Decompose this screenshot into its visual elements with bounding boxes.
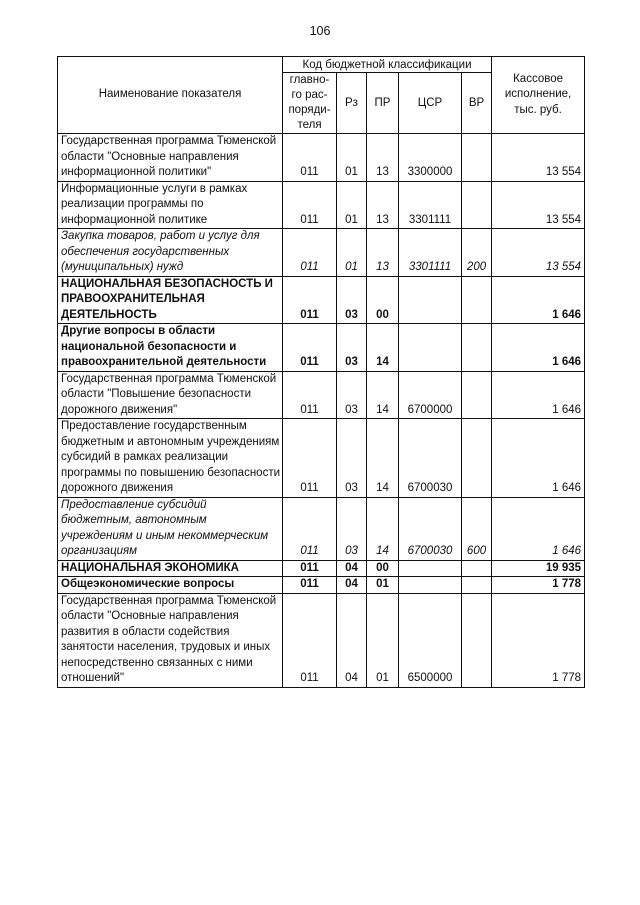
table-row: [58, 560, 585, 577]
row-pr: 01: [367, 577, 399, 594]
header-pr: ПР: [367, 73, 399, 134]
row-name: Предоставление государственным бюджетным и автономным учреждениям субсидий в рамках реализации программы по повышению безопасности дорожного движения: [58, 419, 283, 498]
row-amount: 1 646: [492, 276, 585, 324]
header-code-group: Код бюджетной классификации: [283, 57, 492, 73]
row-name: НАЦИОНАЛЬНАЯ БЕЗОПАСНОСТЬ И ПРАВООХРАНИТЕЛЬНАЯ ДЕЯТЕЛЬНОСТЬ: [58, 276, 283, 324]
row-pr: 14: [367, 419, 399, 498]
row-csr: 6700000: [399, 371, 462, 419]
row-pr: 14: [367, 324, 399, 372]
row-main-manager: 011: [283, 497, 337, 560]
row-rz: 01: [337, 134, 367, 182]
row-rz: 03: [337, 497, 367, 560]
row-amount: 1 646: [492, 324, 585, 372]
row-pr: 13: [367, 181, 399, 229]
row-name: НАЦИОНАЛЬНАЯ ЭКОНОМИКА: [58, 560, 283, 577]
row-rz: 03: [337, 276, 367, 324]
row-amount: 1 646: [492, 371, 585, 419]
row-pr: 14: [367, 371, 399, 419]
row-amount: 19 935: [492, 560, 585, 577]
row-rz: 04: [337, 593, 367, 687]
budget-execution-table: [57, 56, 585, 688]
row-vr: [462, 276, 492, 324]
row-vr: 600: [462, 497, 492, 560]
header-main-manager: главно-го рас-поряди-теля: [283, 73, 337, 134]
row-csr: 3301111: [399, 181, 462, 229]
row-pr: 14: [367, 497, 399, 560]
row-csr: 3301111: [399, 229, 462, 277]
row-main-manager: 011: [283, 276, 337, 324]
row-rz: 03: [337, 371, 367, 419]
row-main-manager: 011: [283, 419, 337, 498]
header-name: Наименование показателя: [58, 57, 283, 134]
row-name: Предоставление субсидий бюджетным, автономным учреждениям и иным некоммерческим организациям: [58, 497, 283, 560]
table-row: [58, 134, 585, 182]
row-pr: 01: [367, 593, 399, 687]
row-main-manager: 011: [283, 229, 337, 277]
table-row: [58, 276, 585, 324]
row-main-manager: 011: [283, 181, 337, 229]
row-amount: 13 554: [492, 181, 585, 229]
row-csr: 6700030: [399, 419, 462, 498]
row-main-manager: 011: [283, 324, 337, 372]
row-vr: [462, 577, 492, 594]
row-vr: [462, 324, 492, 372]
row-pr: 13: [367, 134, 399, 182]
row-name: Государственная программа Тюменской области "Повышение безопасности дорожного движения": [58, 371, 283, 419]
page-number: 106: [309, 24, 331, 38]
row-pr: 13: [367, 229, 399, 277]
row-amount: 13 554: [492, 134, 585, 182]
header-rz: Рз: [337, 73, 367, 134]
table-body: [58, 134, 585, 688]
row-vr: 200: [462, 229, 492, 277]
row-rz: 01: [337, 181, 367, 229]
header-amount: Кассовое исполнение, тыс. руб.: [492, 57, 585, 134]
row-vr: [462, 560, 492, 577]
table-row: [58, 577, 585, 594]
row-main-manager: 011: [283, 371, 337, 419]
table-row: [58, 593, 585, 687]
header-vr: ВР: [462, 73, 492, 134]
table-row: [58, 229, 585, 277]
row-main-manager: 011: [283, 134, 337, 182]
row-vr: [462, 134, 492, 182]
row-main-manager: 011: [283, 593, 337, 687]
table-row: [58, 371, 585, 419]
row-pr: 00: [367, 276, 399, 324]
row-main-manager: 011: [283, 560, 337, 577]
table-row: [58, 419, 585, 498]
row-name: Государственная программа Тюменской области "Основные направления развития в области содействия занятости населения, трудовых и иных непосредственно связанных с ними отношений": [58, 593, 283, 687]
row-csr: [399, 324, 462, 372]
row-name: Государственная программа Тюменской области "Основные направления информационной политики": [58, 134, 283, 182]
row-csr: 3300000: [399, 134, 462, 182]
row-rz: 03: [337, 419, 367, 498]
table-row: [58, 324, 585, 372]
row-vr: [462, 593, 492, 687]
row-name: Информационные услуги в рамках реализации программы по информационной политике: [58, 181, 283, 229]
row-name: Закупка товаров, работ и услуг для обеспечения государственных (муниципальных) нужд: [58, 229, 283, 277]
row-csr: [399, 276, 462, 324]
header-csr: ЦСР: [399, 73, 462, 134]
row-amount: 1 778: [492, 593, 585, 687]
row-main-manager: 011: [283, 577, 337, 594]
row-vr: [462, 181, 492, 229]
row-amount: 13 554: [492, 229, 585, 277]
row-amount: 1 778: [492, 577, 585, 594]
row-name: Другие вопросы в области национальной безопасности и правоохранительной деятельности: [58, 324, 283, 372]
row-csr: [399, 577, 462, 594]
row-pr: 00: [367, 560, 399, 577]
row-vr: [462, 371, 492, 419]
table-row: [58, 497, 585, 560]
table-row: [58, 181, 585, 229]
row-rz: 01: [337, 229, 367, 277]
row-csr: [399, 560, 462, 577]
row-vr: [462, 419, 492, 498]
row-rz: 04: [337, 577, 367, 594]
row-name: Общеэкономические вопросы: [58, 577, 283, 594]
row-csr: 6700030: [399, 497, 462, 560]
row-amount: 1 646: [492, 419, 585, 498]
row-rz: 03: [337, 324, 367, 372]
row-amount: 1 646: [492, 497, 585, 560]
row-rz: 04: [337, 560, 367, 577]
row-csr: 6500000: [399, 593, 462, 687]
